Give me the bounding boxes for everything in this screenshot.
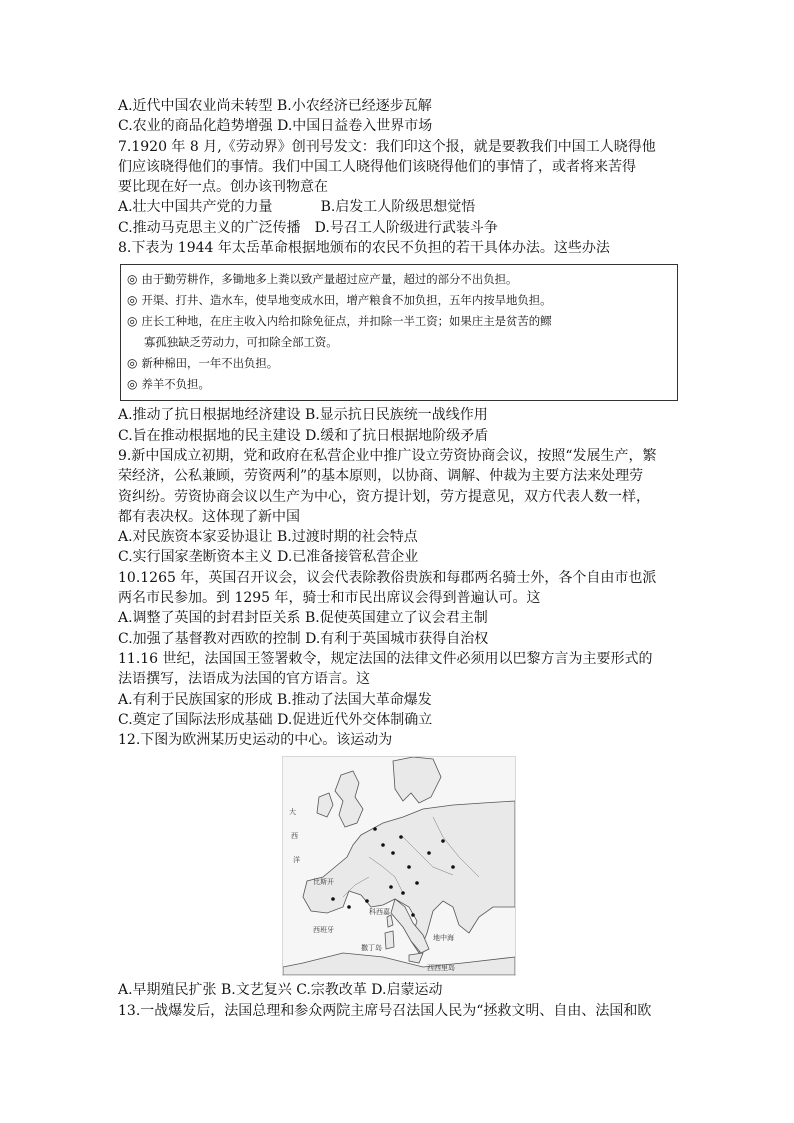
map-north-africa <box>283 953 515 975</box>
map-label-mediterranean: 地中海 <box>433 934 454 943</box>
q10-stem-line1: 10.1265 年，英国召开议会，议会代表除教俗贵族和每郡两名骑士外，各个自由市也派 <box>118 569 657 586</box>
map-ireland <box>317 793 333 817</box>
q7-option-d: D.号召工人阶级进行武装斗争 <box>314 219 498 236</box>
map-britain <box>335 771 363 827</box>
q7-options-ab <box>118 197 684 217</box>
bullet-circle-icon: ◎ <box>127 293 138 308</box>
q12-stem: 12.下图为欧洲某历史运动的中心。该运动为 <box>118 732 393 749</box>
map-sicily <box>409 953 423 963</box>
q9-options-cd: C.实行国家垄断资本主义 D.已准备接管私营企业 <box>118 549 419 566</box>
q13-stem-line1: 13.一战爆发后，法国总理和参众两院主席号召法国人民为“拯救文明、自由、法国和欧 <box>118 1002 652 1019</box>
europe-map <box>282 756 516 976</box>
bullet-circle-icon: ◎ <box>127 377 138 392</box>
exam-page <box>118 96 684 1021</box>
policy-item-3-continued: 寡孤独缺乏劳动力，可扣除全部工资。 <box>144 335 338 350</box>
q7-option-b: B.启发工人阶级思想觉悟 <box>320 199 476 216</box>
q10-options-ab: A.调整了英国的封君封臣关系 B.促使英国建立了议会君主制 <box>118 610 488 627</box>
map-label-biscay: 比斯开 <box>313 878 334 887</box>
policy-item-1: ◎ 由于勤劳耕作，多锄地多上粪以致产量超过应产量，超过的部分不出负担。 <box>127 272 518 287</box>
policy-item-5: ◎ 养羊不负担。 <box>127 377 210 392</box>
q9-stem-line3: 资纠纷。劳资协商会议以生产为中心，资方提计划，劳方提意见，双方代表人数一样， <box>118 488 650 505</box>
q10-options-cd: C.加强了基督教对西欧的控制 D.有利于英国城市获得自治权 <box>118 630 489 647</box>
q9-options-ab: A.对民族资本家妥协退让 B.过渡时期的社会特点 <box>118 529 418 546</box>
q11-options-ab: A.有利于民族国家的形成 B.推动了法国大革命爆发 <box>118 691 432 708</box>
map-label-spain: 西班牙 <box>313 926 334 935</box>
q6-options-cd: C.农业的商品化趋势增强 D.中国日益卷入世界市场 <box>118 118 433 135</box>
q8-options-ab: A.推动了抗日根据地经济建设 B.显示抗日民族统一战线作用 <box>118 407 488 424</box>
q7-option-c: C.推动马克思主义的广泛传播 <box>118 219 301 236</box>
q11-options-cd: C.奠定了国际法形成基础 D.促进近代外交体制确立 <box>118 711 433 728</box>
map-label-sardinia: 撒丁岛 <box>361 944 382 953</box>
map-label-sicily: 西西里岛 <box>427 964 455 973</box>
q8-options-cd: C.旨在推动根据地的民主建设 D.缓和了抗日根据地阶级矛盾 <box>118 427 489 444</box>
europe-map-graphic <box>283 757 515 975</box>
q7-stem-line1: 7.1920 年 8 月,《劳动界》创刊号发文：我们印这个报，就是要教我们中国工人晓得他 <box>118 138 656 155</box>
map-label-corsica: 科西嘉 <box>369 908 390 917</box>
map-sardinia <box>385 931 394 949</box>
q8-policy-box <box>120 264 678 401</box>
map-scandinavia <box>393 757 441 803</box>
q7-stem-line3: 要比现在好一点。创办该刊物意在 <box>118 179 328 196</box>
q12-options: A.早期殖民扩张 B.文艺复兴 C.宗教改革 D.启蒙运动 <box>118 982 443 999</box>
map-label-da: 大 <box>289 808 296 817</box>
q7-stem-line2: 们应该晓得他们的事情。我们中国工人晓得他们该晓得他们的事情了，或者将来苦得 <box>118 158 636 175</box>
q11-stem-line2: 法语撰写，法语成为法国的官方语言。这 <box>118 671 370 688</box>
map-label-xi: 西 <box>291 832 298 841</box>
q10-stem-line2: 两名市民参加。到 1295 年，骑士和市民出席议会得到普遍认可。这 <box>118 590 541 607</box>
q9-stem-line4: 都有表决权。这体现了新中国 <box>118 508 300 525</box>
bullet-circle-icon: ◎ <box>127 314 138 329</box>
bullet-circle-icon: ◎ <box>127 272 138 287</box>
q11-stem-line1: 11.16 世纪，法国国王签署敕令，规定法国的法律文件必须用以巴黎方言为主要形式的 <box>118 650 653 667</box>
bullet-circle-icon: ◎ <box>127 356 138 371</box>
q8-stem: 8.下表为 1944 年太岳革命根据地颁布的农民不负担的若干具体办法。这些办法 <box>118 240 610 257</box>
q7-options-cd <box>118 218 684 238</box>
q6-options-ab: A.近代中国农业尚未转型 B.小农经济已经逐步瓦解 <box>118 98 432 114</box>
map-label-yang: 洋 <box>293 856 300 865</box>
policy-item-3: ◎ 庄长工种地，在庄主收入内给扣除免征点，并扣除一半工资；如果庄主是贫苦的鳏 <box>127 314 552 329</box>
policy-item-2: ◎ 开渠、打井、造水车，使旱地变成水田，增产粮食不加负担，五年内按旱地负担。 <box>127 293 552 308</box>
policy-item-4: ◎ 新种棉田，一年不出负担。 <box>127 356 279 371</box>
q7-option-a: A.壮大中国共产党的力量 <box>118 199 273 216</box>
q9-stem-line1: 9.新中国成立初期，党和政府在私营企业中推广设立劳资协商会议，按照“发展生产，繁 <box>118 447 657 464</box>
q9-stem-line2: 荣经济，公私兼顾，劳资两利”的基本原则，以协商、调解、仲裁为主要方法来处理劳 <box>118 468 644 485</box>
